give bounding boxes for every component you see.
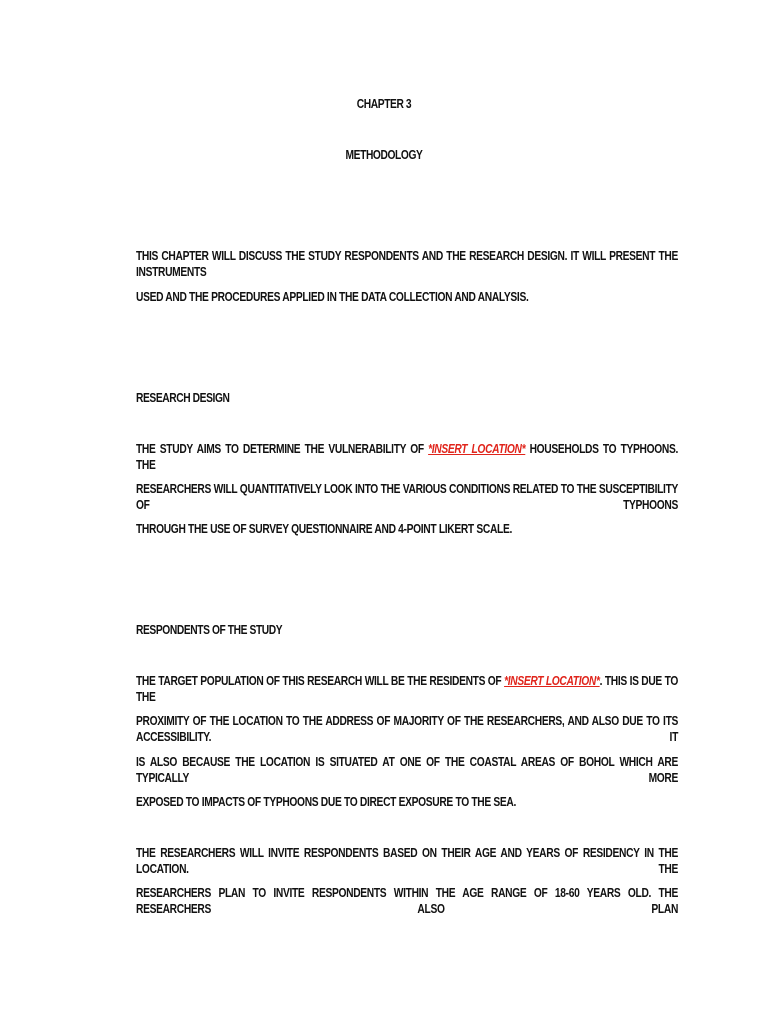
- respondents-heading: RESPONDENTS OF THE STUDY: [136, 623, 283, 637]
- intro-line-2: USED AND THE PROCEDURES APPLIED IN THE DATA COLLECTION AND ANALYSIS.: [136, 290, 529, 304]
- respondents-p2-line-1: THE RESEARCHERS WILL INVITE RESPONDENTS BASED ON THEIR AGE AND YEARS OF RESIDENCY IN THE LOCATION. THE: [136, 846, 679, 876]
- respondents-p1-line-1: [136, 673, 678, 705]
- insert-location-placeholder: *INSERT LOCATION*: [428, 442, 526, 456]
- respondents-p2-line-2: RESEARCHERS PLAN TO INVITE RESPONDENTS WITHIN THE AGE RANGE OF 18-60 YEARS OLD. THE RESEARCHERS ALSO PLAN: [136, 886, 679, 916]
- insert-location-placeholder-2: *INSERT LOCATION*: [504, 674, 600, 688]
- research-design-line-3: THROUGH THE USE OF SURVEY QUESTIONNAIRE AND 4-POINT LIKERT SCALE.: [136, 522, 513, 536]
- respondents-p1-line-1-pre: THE TARGET POPULATION OF THIS RESEARCH WILL BE THE RESIDENTS OF: [136, 674, 502, 688]
- research-design-heading: RESEARCH DESIGN: [136, 391, 230, 405]
- chapter-number: CHAPTER 3: [356, 97, 412, 111]
- research-design-line-1: [136, 441, 678, 473]
- chapter-title: METHODOLOGY: [345, 148, 423, 162]
- research-design-line-1-pre: THE STUDY AIMS TO DETERMINE THE VULNERABILITY OF: [136, 442, 424, 456]
- research-design-line-2: RESEARCHERS WILL QUANTITATIVELY LOOK INTO THE VARIOUS CONDITIONS RELATED TO THE SUSCEPTIBILITY OF TYPHOONS: [136, 482, 679, 512]
- respondents-p1-line-1-post: . THIS IS DUE TO THE: [136, 674, 679, 704]
- intro-line-1: THIS CHAPTER WILL DISCUSS THE STUDY RESPONDENTS AND THE RESEARCH DESIGN. IT WILL PRESENT THE INSTRUMENTS: [136, 249, 679, 279]
- respondents-p1-line-4: EXPOSED TO IMPACTS OF TYPHOONS DUE TO DIRECT EXPOSURE TO THE SEA.: [136, 795, 517, 809]
- respondents-p1-line-3: IS ALSO BECAUSE THE LOCATION IS SITUATED AT ONE OF THE COASTAL AREAS OF BOHOL WHICH ARE TYPICALLY MORE: [136, 755, 679, 785]
- research-design-line-1-post: HOUSEHOLDS TO TYPHOONS. THE: [136, 442, 679, 472]
- respondents-p1-line-2: PROXIMITY OF THE LOCATION TO THE ADDRESS OF MAJORITY OF THE RESEARCHERS, AND ALSO DUE TO ITS ACCESSIBILITY. IT: [136, 714, 679, 744]
